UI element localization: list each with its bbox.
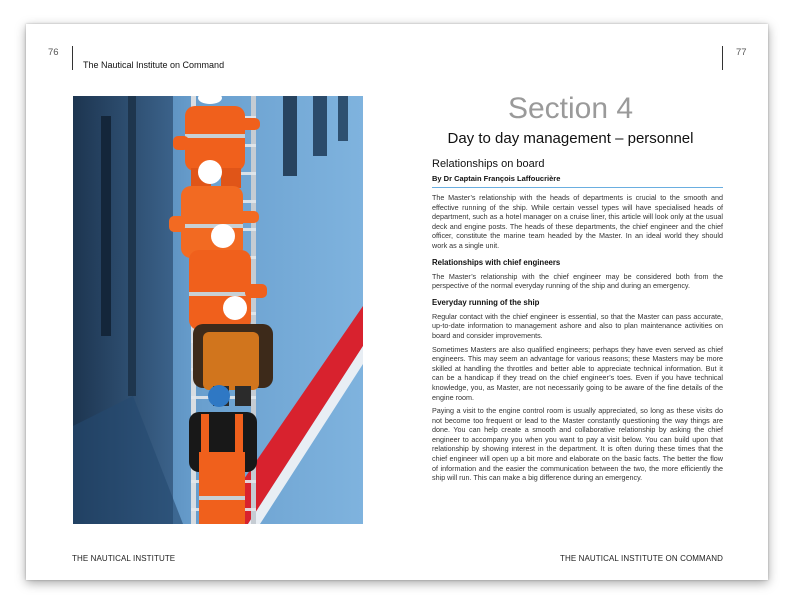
article-title: Relationships on board xyxy=(432,158,545,170)
byline: By Dr Captain François Laffoucrière xyxy=(432,174,561,183)
book-spread xyxy=(26,24,768,580)
paragraph-1: The Master’s relationship with the chief engineer may be considered both from the perspective of the normal everyday running of the ship and during an emergency. xyxy=(432,271,723,291)
paragraph-4: Paying a visit to the engine control room is usually appreciated, so long as these visits do not become too frequent or lead to the Master constantly questioning the way things are done. You can help create a smooth and collaborative relationship by asking the chief engineer to accompany you when you want to pay a visit below. You can build upon that relationship by showing interest in the department. It is often during these times that the chief engineer will open up a bit more and elaborate on the basic facts. The better the flow of information and the easier the communication between the two, the more efficiently the ship will run. This can make a big difference during an emergency. xyxy=(432,406,723,483)
article-column xyxy=(432,92,723,483)
paragraph-2: Regular contact with the chief engineer is essential, so that the Master can pass accurate, up-to-date information to management ashore and also to plan maintenance activities on board and consider improvements. xyxy=(432,311,723,340)
left-page-number: 76 xyxy=(48,47,59,58)
subhead-everyday-running: Everyday running of the ship xyxy=(432,297,540,307)
header-divider-left xyxy=(72,46,73,70)
footer-left: THE NAUTICAL INSTITUTE xyxy=(72,554,176,563)
intro-paragraph: The Master’s relationship with the heads of departments is crucial to the smooth and effective running of the ship. While certain vessel types will have specialised heads of department, such as a hotel manager on a cruise liner, this article will look only at the usual deck and engine posts. The heads of these departments, the chief engineer and the chief officer, constitute the marine team headed by the Master. In an ideal world they should work as a single unit. xyxy=(432,193,723,250)
subhead-chief-engineers: Relationships with chief engineers xyxy=(432,257,561,267)
running-head: The Nautical Institute on Command xyxy=(83,60,225,70)
byline-divider xyxy=(432,187,723,188)
paragraph-3: Sometimes Masters are also qualified engineers; perhaps they have even served as chief engineers. This may seem an advantage for various reasons; these Masters may be more skilled at handling the throttles and better able to appreciate technical information. But it can be a handicap if they tread on the chief engineer’s toes. Even if you have technical knowledge, you, as Master, are not necessarily going to be aware of the fine details of the engine room. xyxy=(432,344,723,402)
header-divider-right xyxy=(722,46,723,70)
right-page-number: 77 xyxy=(736,47,747,58)
section-title: Section 4 xyxy=(507,92,634,125)
section-subtitle: Day to day management – personnel xyxy=(447,130,694,147)
ship-ladder-photo xyxy=(73,96,363,524)
footer-right: THE NAUTICAL INSTITUTE ON COMMAND xyxy=(559,554,723,563)
